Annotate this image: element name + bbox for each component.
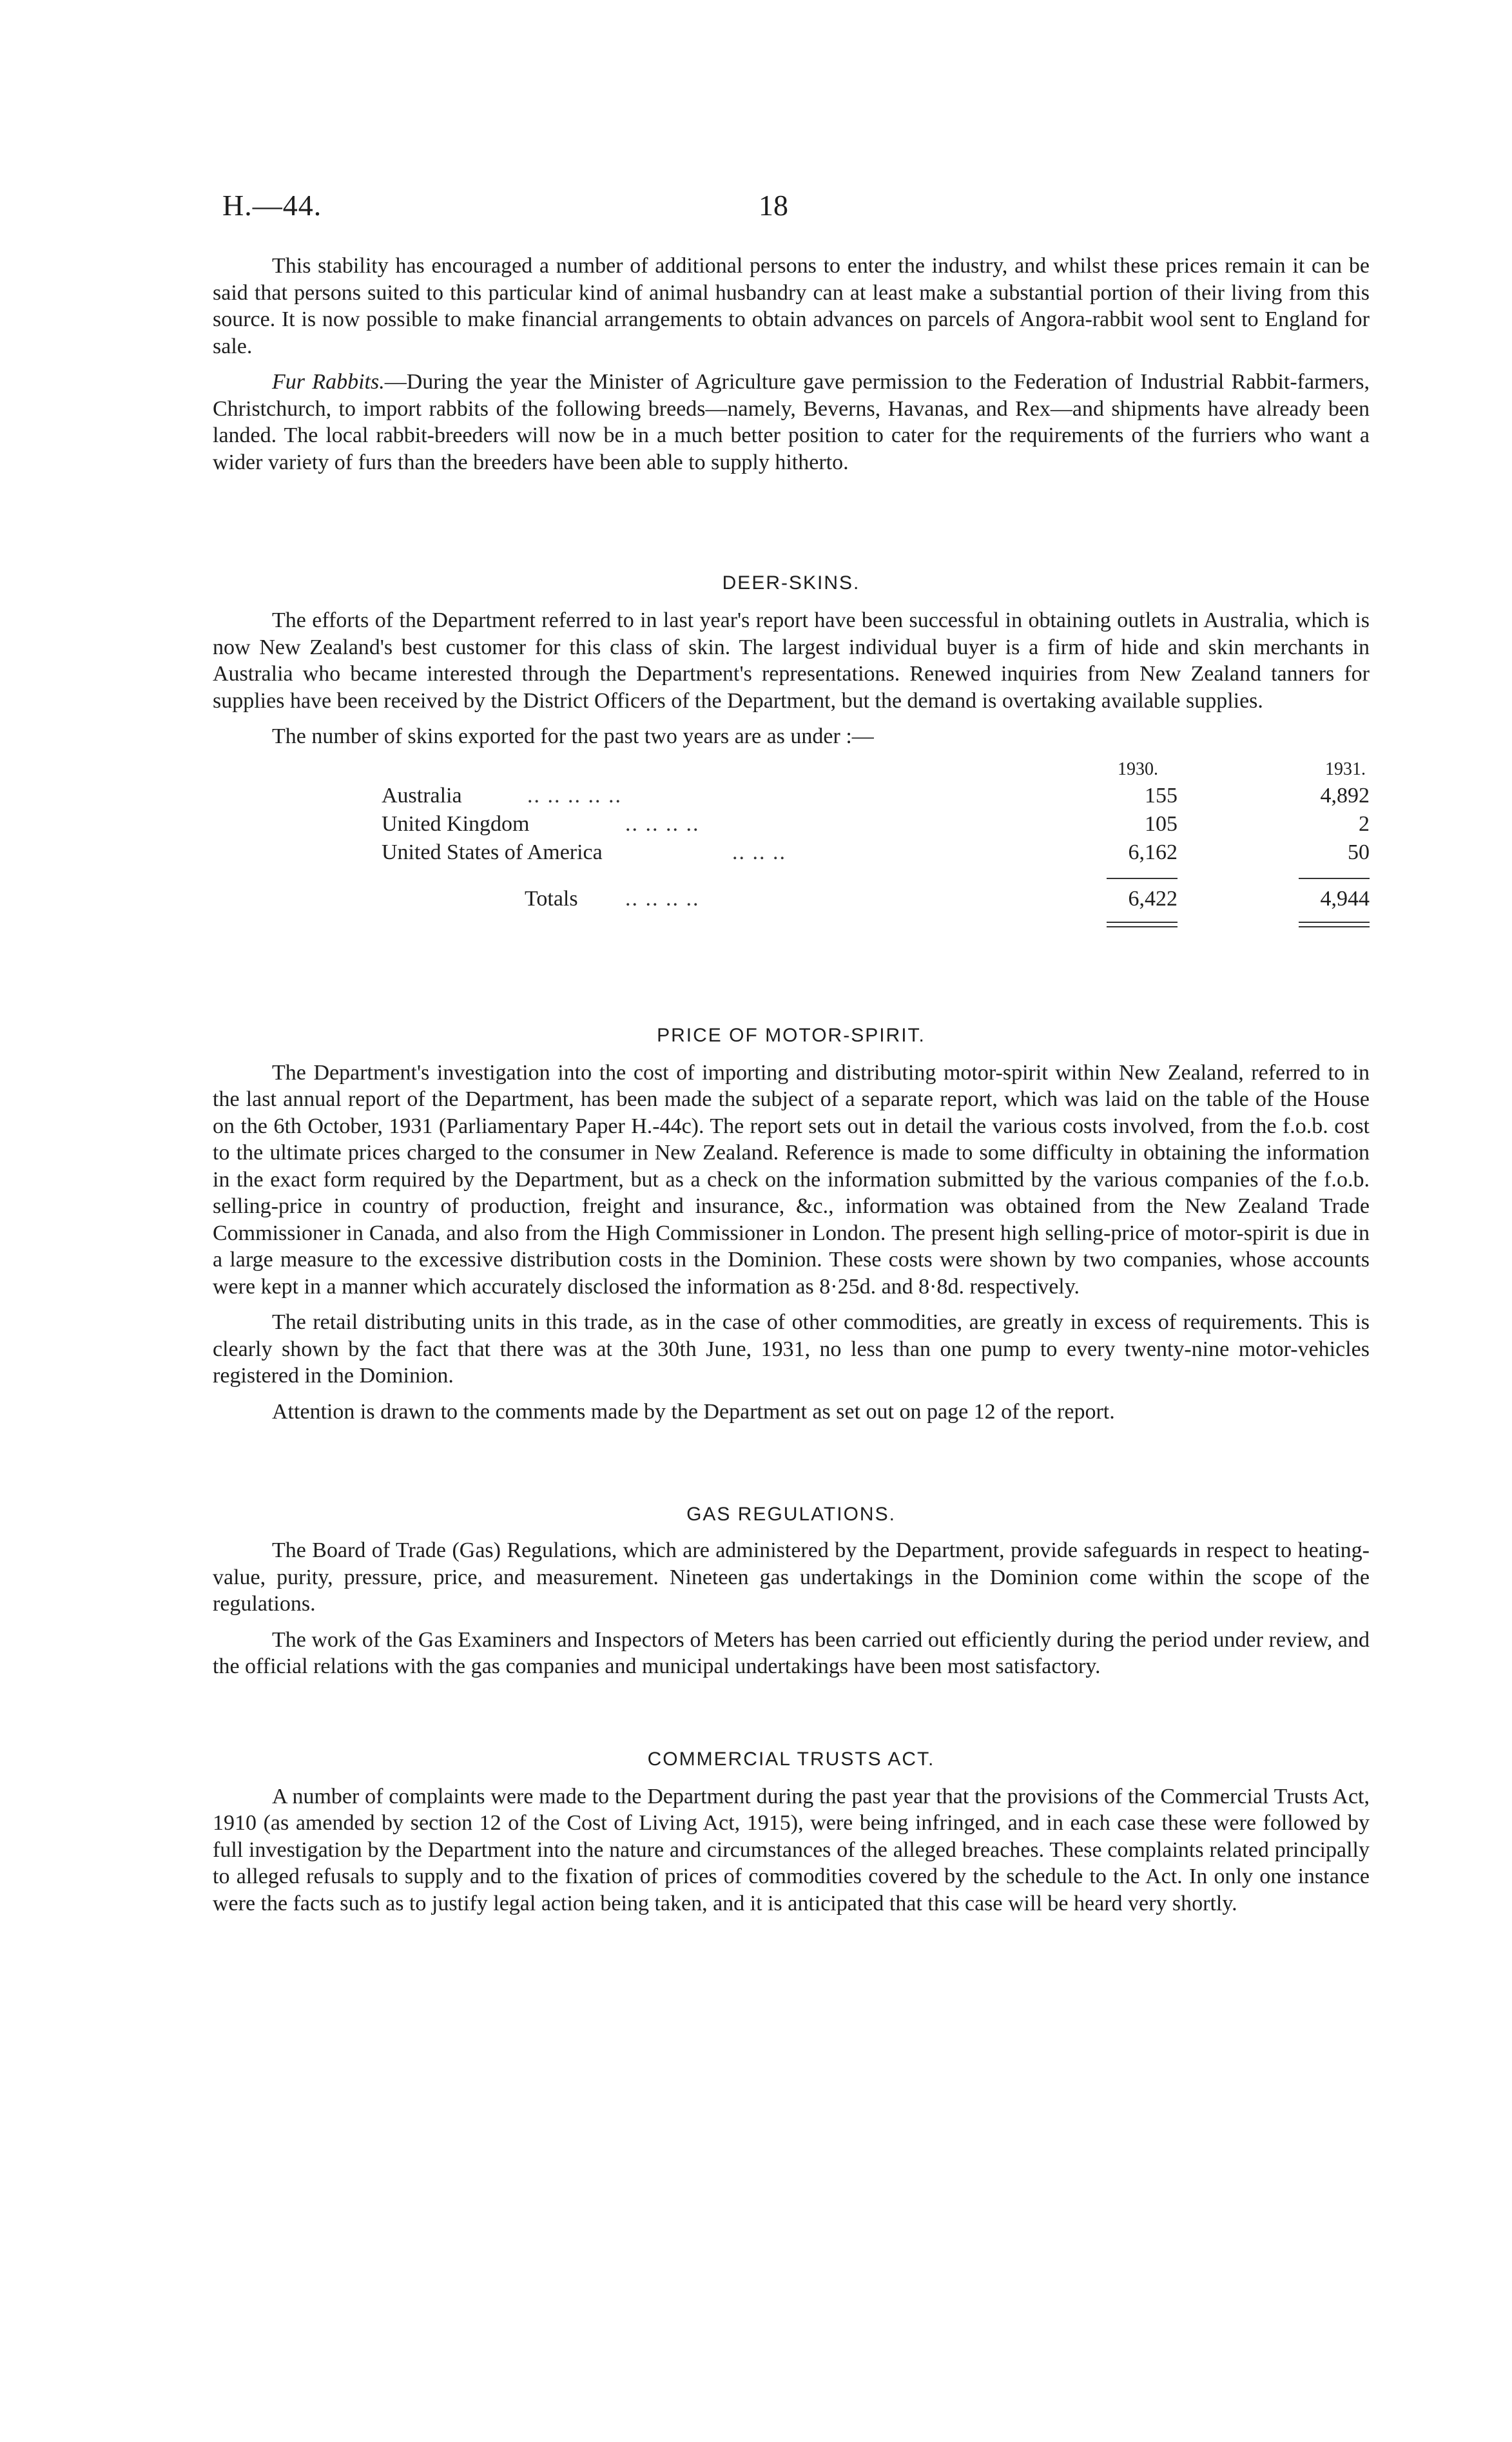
motor-paragraph-1: The Department's investigation into the cost of importing and distributing motor-spirit within New Zealand, referred to in the last annual report of the Department, has been made the subject of a separate report, which was laid on the table of the House on the 6th October, 1931 (Parliamentary Paper H.-44c). The report sets out in detail the various costs involved, from the f.o.b. cost to the ultimate prices charged to the consumer in New Zealand. Reference is made to some difficulty in obtaining the information in the exact form required by the Department, but as a check on the information submitted by the various companies of the f.o.b. selling-price in country of production, freight and insurance, &c., information was obtained from the New Zealand Trade Commissioner in Canada, and also from the High Commissioner in London. The present high selling-price of motor-spirit is due in a large measure to the excessive distribution costs in the Dominion. These costs were shown by two companies, whose accounts were kept in a manner which accurately disclosed the information as 8·25d. and 8·8d. respectively.: [213, 1060, 1370, 1299]
section-title-gas-regulations: GAS REGULATIONS.: [686, 1504, 896, 1525]
value-1931: 4,892: [1320, 783, 1370, 808]
gas-paragraph-1: The Board of Trade (Gas) Regulations, which are administered by the Department, provide safeguards in respect to heating-value, purity, pressure, price, and measurement. Nineteen gas undertakings in the Dominion come within the scope of the regulations.: [213, 1538, 1370, 1616]
row-label: United Kingdom: [382, 811, 530, 836]
page-header: [222, 188, 1355, 227]
column-header-1931: 1931.: [1325, 759, 1366, 779]
row-label: United States of America: [382, 840, 603, 864]
section-title-motor-spirit: PRICE OF MOTOR-SPIRIT.: [657, 1024, 926, 1046]
subtotal-rule-1930: [1107, 878, 1178, 879]
leader-dots: .. .. ..: [732, 840, 786, 864]
leader-dots: .. .. .. ..: [625, 886, 700, 911]
value-1930: 6,162: [1128, 840, 1178, 864]
row-label: Australia: [382, 783, 462, 808]
table-row: [213, 812, 1370, 840]
table-total-row: [213, 887, 1370, 915]
table-row: [213, 840, 1370, 869]
value-1930: 155: [1145, 783, 1178, 808]
gas-paragraph-2: The work of the Gas Examiners and Inspectors of Meters has been carried out efficiently during the period under review, and the official relations with the gas companies and municipal undertakings have been most satisfactory.: [213, 1627, 1370, 1678]
deer-paragraph-1: The efforts of the Department referred to in last year's report have been successful in obtaining outlets in Australia, which is now New Zealand's best customer for this class of skin. The largest individual buyer is a firm of hide and skin merchants in Australia who became interested through the Department's representations. Renewed inquiries from New Zealand tanners for supplies have been received by the District Officers of the Department, but the demand is overtaking available supplies.: [213, 608, 1370, 713]
column-header-1930: 1930.: [1118, 759, 1158, 779]
motor-paragraph-2: The retail distributing units in this trade, as in the case of other commodities, are greatly in excess of requirements. This is clearly shown by the fact that there was at the 30th June, 1931, no less than one pump to every twenty-nine motor-vehicles registered in the Dominion.: [213, 1310, 1370, 1388]
section-title-commercial-trusts: COMMERCIAL TRUSTS ACT.: [647, 1748, 935, 1770]
fur-rabbits-lead: Fur Rabbits.: [272, 370, 385, 394]
value-1930: 105: [1145, 811, 1178, 836]
subtotal-rule-1931: [1299, 878, 1370, 879]
value-1931: 50: [1348, 840, 1370, 864]
table-row: [213, 784, 1370, 812]
total-label: Totals: [525, 886, 578, 911]
fur-rabbits-body: —During the year the Minister of Agriculture gave permission to the Federation of Industrial Rabbit-farmers, Christchurch, to import rabbits of the following breeds—namely, Beverns, Havanas, and Rex—and shipments have already been landed. The local rabbit-breeders will now be in a much better position to cater for the requirements of the furriers who want a wider variety of furs than the breeders have been able to supply hitherto.: [213, 370, 1370, 474]
deer-skins-export-table: [213, 759, 1370, 953]
trusts-paragraph-1: A number of complaints were made to the Department during the past year that the provisions of the Commercial Trusts Act, 1910 (as amended by section 12 of the Cost of Living Act, 1915), were being infringed, and in each case these were followed by full investigation by the Department into the nature and circumstances of the alleged breaches. These complaints related principally to alleged refusals to supply and to the fixation of prices of commodities covered by the schedule to the Act. In only one instance were the facts such as to justify legal action being taken, and it is anticipated that this case will be heard very shortly.: [213, 1784, 1370, 1915]
leader-dots: .. .. .. .. ..: [527, 783, 622, 808]
leader-dots: .. .. .. ..: [625, 811, 700, 836]
section-title-deer-skins: DEER-SKINS.: [722, 572, 860, 594]
intro-paragraph-1: This stability has encouraged a number of additional persons to enter the industry, and whilst these prices remain it can be said that persons suited to this particular kind of animal husbandry can at least make a substantial portion of their living from this source. It is now possible to make financial arrangements to obtain advances on parcels of Angora-rabbit wool sent to England for sale.: [213, 254, 1370, 358]
fur-rabbits-paragraph: [213, 369, 1370, 476]
total-double-rule-1931: [1299, 922, 1370, 927]
motor-paragraph-3: Attention is drawn to the comments made by the Department as set out on page 12 of the report.: [272, 1399, 1115, 1424]
value-1931: 2: [1359, 811, 1370, 836]
paper-reference: H.—44.: [222, 189, 322, 222]
total-double-rule-1930: [1107, 922, 1178, 927]
deer-paragraph-2: The number of skins exported for the past two years are as under :—: [272, 724, 874, 748]
total-1931: 4,944: [1320, 886, 1370, 911]
document-body: [213, 253, 1370, 1926]
total-1930: 6,422: [1128, 886, 1178, 911]
page-number: 18: [759, 189, 788, 222]
